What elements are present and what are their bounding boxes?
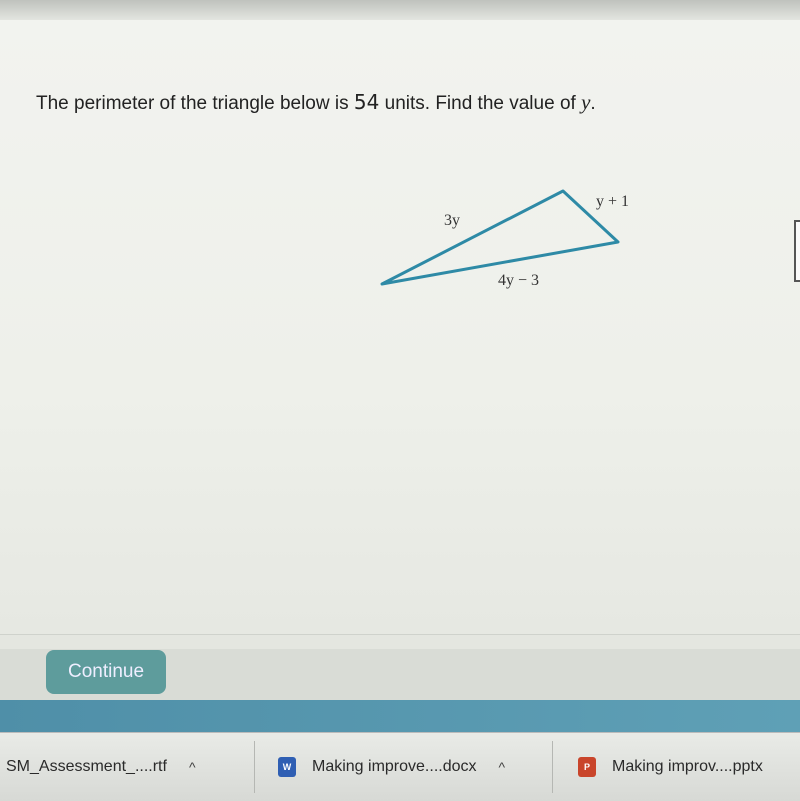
chevron-up-icon[interactable]: ^ <box>188 759 196 775</box>
question-middle: units. Find the value of <box>379 93 582 114</box>
word-icon: W <box>278 757 296 777</box>
download-item-pptx[interactable] <box>578 733 763 801</box>
question-prefix: The perimeter of the triangle below is <box>36 93 354 114</box>
download-name: Making improv....pptx <box>612 758 763 775</box>
question-suffix: . <box>590 93 596 114</box>
question-variable: y <box>581 90 591 114</box>
powerpoint-icon: P <box>578 757 596 777</box>
triangle-shape <box>382 191 618 284</box>
content-divider <box>0 634 800 649</box>
download-item-rtf[interactable] <box>6 733 196 801</box>
perimeter-value: 54 <box>353 90 380 114</box>
side-label-bottom: 4y − 3 <box>498 272 540 289</box>
triangle-figure <box>0 20 800 635</box>
footer-band <box>0 700 800 732</box>
download-name: Making improve....docx <box>312 758 477 775</box>
download-name: SM_Assessment_....rtf <box>6 758 167 775</box>
downloads-bar <box>0 732 800 801</box>
answer-input[interactable] <box>794 220 800 282</box>
chevron-up-icon[interactable]: ^ <box>498 759 506 775</box>
continue-button[interactable]: Continue <box>46 650 166 694</box>
side-label-right: y + 1 <box>596 193 630 210</box>
side-label-left: 3y <box>444 212 460 229</box>
top-edge <box>0 0 800 20</box>
download-item-docx[interactable] <box>278 733 505 801</box>
question-panel <box>0 20 800 635</box>
download-separator <box>552 741 553 793</box>
download-separator <box>254 741 255 793</box>
